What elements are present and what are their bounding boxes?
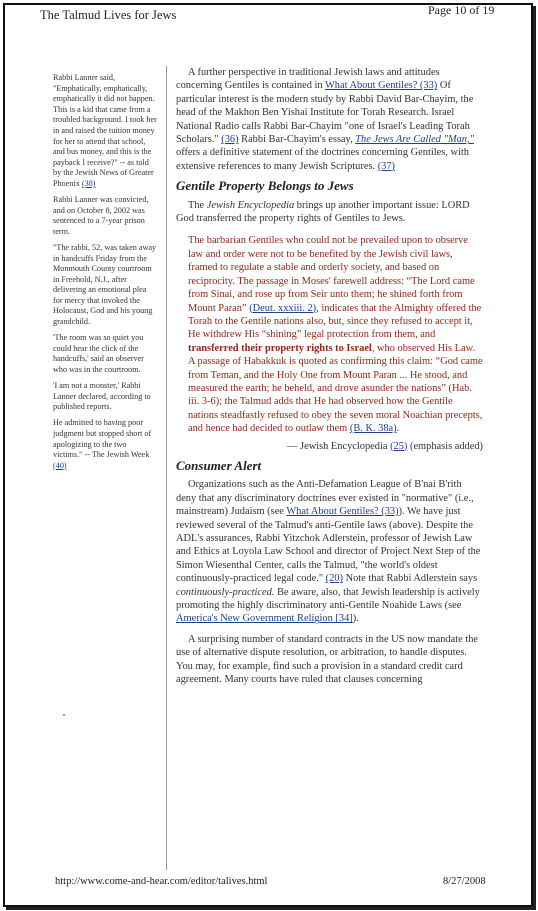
column-divider: [166, 66, 167, 870]
page-url: http://www.come-and-hear.com/editor/talives.html: [55, 876, 268, 887]
section-heading-gentile-property: Gentile Property Belongs to Jews: [176, 178, 354, 194]
what-about-gentiles-link[interactable]: What About Gentiles? (33): [325, 80, 438, 92]
sidebar-paragraph: Rabbi Lanner was convicted, and on October 8, 2002 was sentenced to a 7-year prison term.: [53, 195, 149, 236]
main-article: [176, 66, 483, 686]
page-header-title: The Talmud Lives for Jews: [40, 8, 177, 22]
footnote-link-37[interactable]: (37): [377, 160, 395, 172]
bk-reference-link[interactable]: (B. K. 38a): [349, 423, 397, 435]
footnote-link-38[interactable]: (38): [81, 178, 96, 188]
encyclopedia-intro-paragraph: The Jewish Encyclopedia brings up another important issue: LORD God transferred the property rights of Gentiles to Jews.: [176, 199, 470, 225]
arbitration-paragraph: A surprising number of standard contracts in the US now mandate the use of alternative dispute resolution, or arbitration, to handle disputes. You may, for example, find such a provision in a standard credit card agreement. Many courts have ruled that clauses concerning: [176, 633, 479, 686]
footnote-link-25[interactable]: (25): [390, 440, 408, 452]
sidebar-notes: [53, 73, 157, 477]
footnote-link-40[interactable]: (40): [53, 460, 67, 470]
quote-paragraph: The barbarian Gentiles who could not be prevailed upon to observe law and order were not to be benefited by the Jewish civil laws, framed to regulate a stable and orderly society, and based on reciprocity. The passage in Moses' farewell address: “The Lord came from Sinai, and rose up from Seir unto them; he shined forth from Mount Paran” (Deut. xxxiii. 2), indicates that the Almighty offered the Torah to the Gentile nations also, but, since they refused to accept it, He withdrew His “shining” legal protection from them, and transferred their property rights to Israel, who observed His Law. A passage of Habakkuk is quoted as confirming this claim: “God came from Teman, and the Holy One from Mount Paran ... He stood, and measured the earth; he beheld, and drove asunder the nations” (Hab. iii. 3-6); the Talmud adds that He had observed how the Gentile nations steadfastly refused to obey the seven moral Noachian precepts, and hence had decided to outlaw them (B. K. 38a).: [188, 235, 483, 435]
page-number: Page 10 of 19: [428, 3, 495, 17]
americas-new-government-religion-link[interactable]: America's New Government Religion [34]: [176, 613, 353, 625]
sidebar-paragraph: 'The room was so quiet you could hear the click of the handcuffs,' said an observer who was in the courtroom.: [53, 333, 144, 374]
sidebar-paragraph: "The rabbi, 52, was taken away in handcuffs Friday from the Monmouth County courtroom in Freehold, N.J., after delivering an emotional plea for mercy that invoked the Holocaust, God and his young grandchild.: [53, 242, 157, 327]
what-about-gentiles-link-2[interactable]: What About Gentiles? (33): [286, 506, 399, 518]
sidebar-paragraph: He admitted to having poor judgment but stopped short of apologizing to the two victims." -- The Jewish Week (40): [53, 418, 152, 470]
deut-reference-link[interactable]: (Deut. xxxiii. 2): [249, 302, 317, 314]
sidebar-paragraph: 'I am not a monster,' Rabbi Lanner declared, according to published reports.: [53, 381, 151, 412]
quote-citation: — Jewish Encyclopedia (25) (emphasis added): [287, 440, 483, 452]
footnote-link-20[interactable]: (20): [325, 573, 343, 585]
sidebar-paragraph: Rabbi Lanner said, "Emphatically, emphatically, emphatically it did not happen. This is a kid that came from a troubled background. I took her in and raised the tuition money for her to attend that school, and bus money, and this is the payback I receive?" -- as told by the Jewish News of Greater Phoenix (38): [53, 73, 157, 188]
intro-paragraph: A further perspective in traditional Jewish laws and attitudes concerning Gentiles is contained in What About Gentiles? (33) Of particular interest is the modern study by Rabbi David Bar-Chayim, the head of the Makhon Ben Yishai Institute for Torah Research. Israel National Radio calls Rabbi Bar-Chayim "one of Israel's Leading Torah Scholars." (36) Rabbi Bar-Chayim's essay, The Jews Are Called "Man," offers a definitive statement of the doctrines concerning Gentiles, with extensive references to many Jewish Scriptures. (37): [176, 67, 474, 172]
print-date: 8/27/2008: [443, 876, 486, 887]
jews-are-called-man-link[interactable]: The Jews Are Called "Man,": [355, 134, 474, 146]
consumer-alert-paragraph: Organizations such as the Anti-Defamation League of B'nai B'rith deny that any discriminatory doctrines ever existed in "normative" (i.e., mainstream) Judaism (see What About Gentiles? (33)). We have just reviewed several of the Talmud's anti-Gentile laws (above). Despite the ADL's assurances, Rabbi Yitzchok Adlerstein, professor of Jewish Law and Ethics at Loyola Law School and director of Project Next Step of the Simon Wiesenthal Center, calls the Talmud, "the world's oldest continuously-practiced legal code." (20) Note that Rabbi Adlerstein says continuously-practiced. Be aware, also, that Jewish leadership is actively promoting the highly discriminatory anti-Gentile Noahide Laws (see America's New Government Religion [34]).: [176, 479, 481, 625]
footnote-link-36[interactable]: (36): [221, 134, 239, 146]
section-heading-consumer-alert: Consumer Alert: [176, 457, 262, 473]
scan-speck: [63, 714, 65, 716]
encyclopedia-quote: [188, 234, 483, 435]
